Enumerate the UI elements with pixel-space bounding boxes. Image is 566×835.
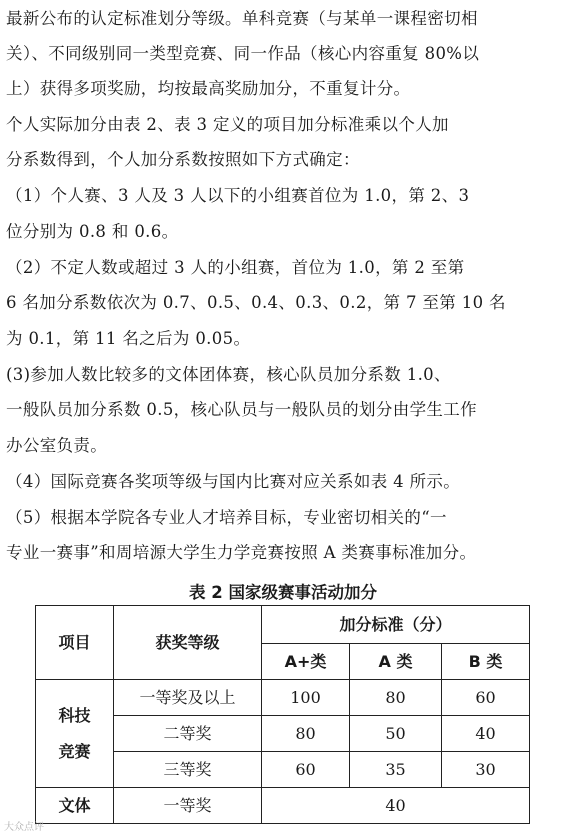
watermark: 大众点评 xyxy=(4,822,44,833)
points-cell: 40 xyxy=(442,716,530,752)
award-level-cell: 三等奖 xyxy=(114,752,262,788)
paragraph-line: （2）不定人数或超过 3 人的小组赛，首位为 1.0，第 2 至第 xyxy=(6,258,465,277)
paragraph-line: 上）获得多项奖励，均按最高奖励加分，不重复计分。 xyxy=(6,79,411,98)
table-row xyxy=(36,788,530,824)
table-caption: 表 2 国家级赛事活动加分 xyxy=(189,583,377,602)
paragraph-line: 为 0.1，第 11 名之后为 0.05。 xyxy=(6,329,251,348)
award-points-table xyxy=(35,605,530,824)
award-level-cell: 一等奖 xyxy=(114,788,262,824)
paragraph-line: （5）根据本学院各专业人才培养目标，专业密切相关的“一 xyxy=(6,508,447,527)
points-cell: 35 xyxy=(350,752,442,788)
group-science-competition xyxy=(36,680,114,788)
paragraph-line: （4）国际竞赛各奖项等级与国内比赛对应关系如表 4 所示。 xyxy=(6,472,461,491)
award-level-cell: 二等奖 xyxy=(114,716,262,752)
table-header-row xyxy=(36,606,530,644)
points-cell: 60 xyxy=(442,680,530,716)
header-project: 项目 xyxy=(36,606,114,680)
points-cell: 80 xyxy=(262,716,350,752)
points-cell: 60 xyxy=(262,752,350,788)
paragraph-line: 关）、不同级别同一类型竞赛、同一作品（核心内容重复 80%以 xyxy=(6,44,480,63)
points-cell: 40 xyxy=(262,788,530,824)
header-award-level: 获奖等级 xyxy=(114,606,262,680)
paragraph-line: 专业一赛事”和周培源大学生力学竞赛按照 A 类赛事标准加分。 xyxy=(6,543,477,562)
points-cell: 50 xyxy=(350,716,442,752)
points-cell: 30 xyxy=(442,752,530,788)
header-a-plus: A+类 xyxy=(262,644,350,680)
group-sports-culture: 文体 xyxy=(36,788,114,824)
paragraph-line: 位分别为 0.8 和 0.6。 xyxy=(6,222,179,241)
award-level-cell: 一等奖及以上 xyxy=(114,680,262,716)
group-label-line: 竞赛 xyxy=(58,741,91,761)
header-points-standard: 加分标准（分） xyxy=(262,606,530,644)
group-label-line: 科技 xyxy=(58,705,91,725)
paragraph-line: （1）个人赛、3 人及 3 人以下的小组赛首位为 1.0，第 2、3 xyxy=(6,186,470,205)
header-b: B 类 xyxy=(442,644,530,680)
paragraph-line: 一般队员加分系数 0.5，核心队员与一般队员的划分由学生工作 xyxy=(6,400,477,419)
paragraph-line: 6 名加分系数依次为 0.7、0.5、0.4、0.3、0.2，第 7 至第 10 名 xyxy=(6,293,506,312)
points-cell: 80 xyxy=(350,680,442,716)
paragraph-line: 办公室负责。 xyxy=(6,436,108,455)
paragraph-line: 最新公布的认定标准划分等级。单科竞赛（与某单一课程密切相 xyxy=(6,9,478,28)
paragraph-line: 个人实际加分由表 2、表 3 定义的项目加分标准乘以个人加 xyxy=(6,115,449,134)
header-a: A 类 xyxy=(350,644,442,680)
points-cell: 100 xyxy=(262,680,350,716)
table-row xyxy=(36,680,530,716)
paragraph-line: (3)参加人数比较多的文体团体赛，核心队员加分系数 1.0、 xyxy=(6,365,451,384)
paragraph-line: 分系数得到，个人加分系数按照如下方式确定： xyxy=(6,150,360,169)
